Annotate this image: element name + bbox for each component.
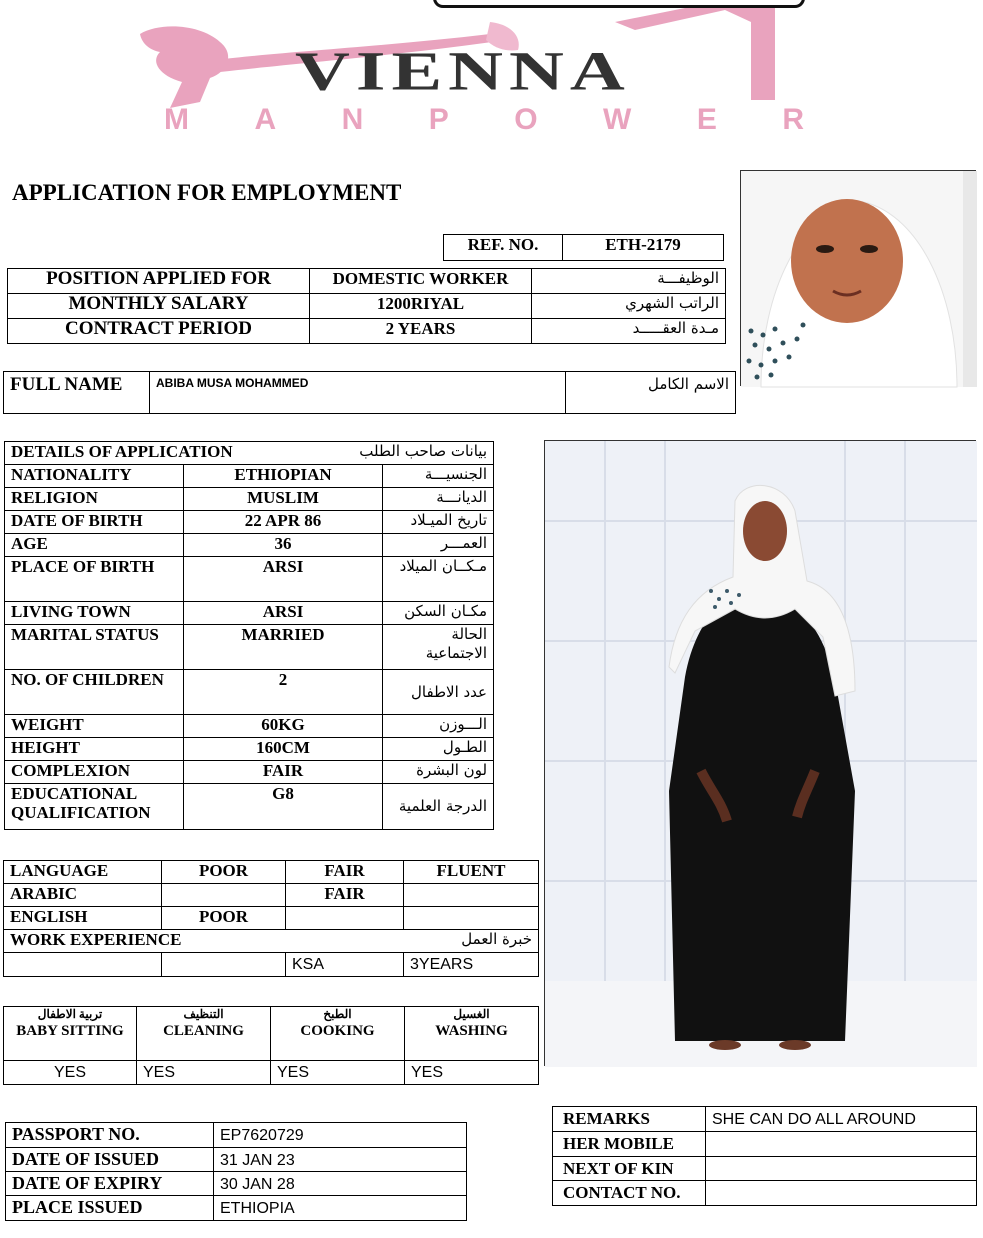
detail-arabic: الديانـــة [383, 488, 494, 511]
detail-arabic: العمـــر [383, 534, 494, 557]
skill-baby-sitting [4, 1007, 137, 1061]
detail-arabic: الحالة الاجتماعية [383, 625, 494, 670]
language-header: LANGUAGE [4, 861, 162, 884]
detail-label: NATIONALITY [5, 465, 184, 488]
detail-label: EDUCATIONAL QUALIFICATION [5, 784, 184, 830]
page-title: APPLICATION FOR EMPLOYMENT [12, 180, 402, 205]
language-header-fluent: FLUENT [404, 861, 539, 884]
skill-value: YES [271, 1061, 405, 1085]
ref-label: REF. NO. [444, 235, 563, 261]
portrait-photo-graphic [741, 171, 977, 387]
logo-letter: R [782, 103, 804, 136]
detail-label: PLACE OF BIRTH [5, 557, 184, 602]
detail-label: AGE [5, 534, 184, 557]
detail-label: DATE OF BIRTH [5, 511, 184, 534]
skill-arabic: الغسيل [453, 1007, 490, 1021]
skill-cooking [271, 1007, 405, 1061]
passport-table [5, 1122, 467, 1221]
work-experience-empty [162, 953, 286, 977]
detail-arabic: تاريخ الميـلاد [383, 511, 494, 534]
detail-arabic: الطـول [383, 738, 494, 761]
ref-table [443, 234, 724, 261]
full-name-value: ABIBA MUSA MOHAMMED [150, 372, 566, 414]
detail-arabic: عدد الاطفال [383, 670, 494, 715]
detail-value: 60KG [184, 715, 383, 738]
language-level: POOR [162, 907, 286, 930]
language-level [162, 884, 286, 907]
work-experience-arabic: خبرة العمل [404, 930, 539, 953]
contract-value: 2 YEARS [310, 319, 532, 344]
detail-label: NO. OF CHILDREN [5, 670, 184, 715]
detail-arabic: الـــوزن [383, 715, 494, 738]
language-header-poor: POOR [162, 861, 286, 884]
company-logo [130, 0, 804, 140]
detail-value: MUSLIM [184, 488, 383, 511]
detail-value: FAIR [184, 761, 383, 784]
mobile-label: HER MOBILE [553, 1132, 706, 1157]
language-header-fair: FAIR [286, 861, 404, 884]
full-body-photo-graphic [545, 441, 977, 1067]
skill-label: BABY SITTING [16, 1023, 124, 1039]
next-of-kin-label: NEXT OF KIN [553, 1157, 706, 1181]
logo-letter: W [603, 103, 632, 136]
language-level [404, 907, 539, 930]
passport-label: PASSPORT NO. [6, 1123, 214, 1148]
detail-label: WEIGHT [5, 715, 184, 738]
skill-arabic: الطبخ [323, 1007, 352, 1021]
detail-value: ARSI [184, 557, 383, 602]
detail-arabic: مكـان السكن [383, 602, 494, 625]
logo-letter: O [514, 103, 538, 136]
mobile-value [706, 1132, 977, 1157]
full-name-label: FULL NAME [4, 372, 150, 414]
language-name: ARABIC [4, 884, 162, 907]
logo-letter: E [696, 103, 717, 136]
detail-value: 36 [184, 534, 383, 557]
contract-arabic: مـدة العقـــــد [532, 319, 726, 344]
detail-arabic: مـكــان الميلاد [383, 557, 494, 602]
skill-label: WASHING [435, 1023, 508, 1039]
full-name-table [3, 371, 736, 414]
logo-letter: N [341, 103, 364, 136]
contact-label: CONTACT NO. [553, 1181, 706, 1206]
logo-letter: P [428, 103, 449, 136]
place-issued-label: PLACE ISSUED [6, 1196, 214, 1221]
skills-table [3, 1006, 539, 1085]
work-experience-empty [4, 953, 162, 977]
detail-arabic: لون البشرة [383, 761, 494, 784]
position-arabic: الوظيفـــة [532, 269, 726, 294]
detail-value: G8 [184, 784, 383, 830]
remarks-table [552, 1106, 977, 1206]
detail-label: LIVING TOWN [5, 602, 184, 625]
detail-value: 2 [184, 670, 383, 715]
detail-label: COMPLEXION [5, 761, 184, 784]
language-level [286, 907, 404, 930]
detail-value: 160CM [184, 738, 383, 761]
language-level: FAIR [286, 884, 404, 907]
skill-label: COOKING [300, 1023, 375, 1039]
expiry-date-value: 30 JAN 28 [214, 1172, 467, 1196]
language-name: ENGLISH [4, 907, 162, 930]
place-issued-value: ETHIOPIA [214, 1196, 467, 1221]
logo-subtitle [164, 104, 804, 136]
detail-value: ETHIOPIAN [184, 465, 383, 488]
work-experience-years: 3YEARS [404, 953, 539, 977]
language-table [3, 860, 539, 977]
issue-date-value: 31 JAN 23 [214, 1148, 467, 1172]
logo-roof-graphic [615, 0, 805, 110]
detail-value: MARRIED [184, 625, 383, 670]
skill-washing [405, 1007, 539, 1061]
issue-date-label: DATE OF ISSUED [6, 1148, 214, 1172]
details-table [4, 441, 494, 830]
remarks-value: SHE CAN DO ALL AROUND [706, 1107, 977, 1132]
skill-cleaning [137, 1007, 271, 1061]
details-header-arabic: بيانات صاحب الطلب [383, 442, 494, 465]
language-level [404, 884, 539, 907]
contract-label: CONTRACT PERIOD [8, 319, 310, 344]
detail-arabic: الجنسيـــة [383, 465, 494, 488]
position-value: DOMESTIC WORKER [310, 269, 532, 294]
skill-value: YES [4, 1061, 137, 1085]
expiry-date-label: DATE OF EXPIRY [6, 1172, 214, 1196]
detail-value: ARSI [184, 602, 383, 625]
skill-value: YES [137, 1061, 271, 1085]
detail-label: HEIGHT [5, 738, 184, 761]
contact-value [706, 1181, 977, 1206]
skill-arabic: تربية الاطفال [37, 1007, 103, 1021]
skill-value: YES [405, 1061, 539, 1085]
salary-label: MONTHLY SALARY [8, 294, 310, 319]
logo-top-bar [433, 0, 805, 8]
salary-arabic: الراتب الشهري [532, 294, 726, 319]
passport-value: EP7620729 [214, 1123, 467, 1148]
salary-value: 1200RIYAL [310, 294, 532, 319]
detail-arabic: الدرجة العلمية [383, 784, 494, 830]
portrait-photo [740, 170, 976, 386]
details-header-label: DETAILS OF APPLICATION [5, 442, 383, 465]
logo-letter: M [164, 103, 189, 136]
work-experience-label: WORK EXPERIENCE [4, 930, 404, 953]
full-body-photo [544, 440, 976, 1066]
ref-value: ETH-2179 [563, 235, 724, 261]
detail-label: MARITAL STATUS [5, 625, 184, 670]
logo-wordmark: VIENNA [295, 41, 631, 102]
next-of-kin-value [706, 1157, 977, 1181]
logo-letter: A [254, 103, 277, 136]
work-experience-country: KSA [286, 953, 404, 977]
detail-label: RELIGION [5, 488, 184, 511]
position-label: POSITION APPLIED FOR [8, 269, 310, 294]
position-table [7, 268, 726, 344]
detail-value: 22 APR 86 [184, 511, 383, 534]
skill-label: CLEANING [163, 1023, 244, 1039]
remarks-label: REMARKS [553, 1107, 706, 1132]
full-name-arabic: الاسم الكامل [566, 372, 736, 414]
skill-arabic: التنظيف [183, 1007, 224, 1021]
